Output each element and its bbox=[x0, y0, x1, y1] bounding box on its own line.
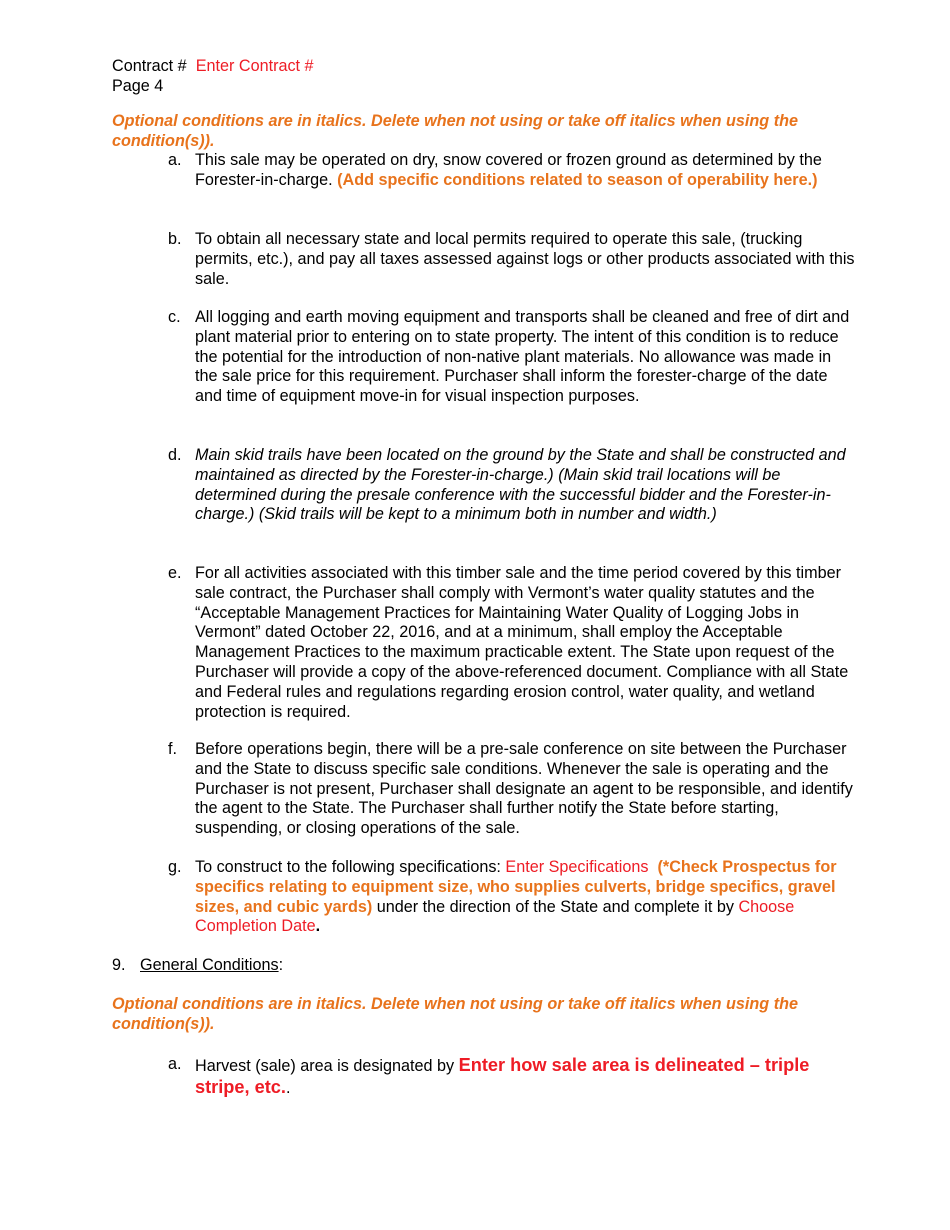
list-item bbox=[168, 564, 858, 722]
list-item bbox=[168, 1055, 858, 1099]
contract-line bbox=[112, 57, 314, 77]
item-text: To construct to the following specifications: bbox=[195, 858, 506, 876]
list-item bbox=[168, 446, 858, 525]
item-label: e. bbox=[168, 564, 182, 582]
contract-label: Contract # bbox=[112, 57, 187, 75]
item-text-cont: under the direction of the State and complete it by bbox=[372, 897, 739, 916]
item-label: b. bbox=[168, 230, 182, 248]
page-header bbox=[112, 57, 314, 97]
item-instruction: (Add specific conditions related to season of operability here.) bbox=[337, 170, 818, 189]
item-text: This sale may be operated on dry, snow covered or frozen ground as determined by the Forester-in-charge. bbox=[195, 151, 822, 189]
item-text: To obtain all necessary state and local permits required to operate this sale, (trucking permits, etc.), and pay all taxes assessed against logs or other products associated with this sale. bbox=[195, 230, 855, 288]
item-instruction: (*Check Prospectus for specifics relating to equipment size, who supplies culverts, bridge specifics, gravel sizes, and cubic yards) bbox=[195, 858, 837, 916]
completion-date-field[interactable]: Choose Completion Date bbox=[195, 897, 795, 936]
page-number: Page 4 bbox=[112, 76, 164, 95]
specifications-field[interactable]: Enter Specifications bbox=[505, 858, 649, 876]
item-label: a. bbox=[168, 151, 182, 169]
list-item bbox=[168, 858, 858, 937]
section-heading bbox=[112, 956, 283, 976]
item-text: All logging and earth moving equipment and transports shall be cleaned and free of dirt and plant material prior to entering on to state property. The intent of this condition is to reduce the potential for the introduction of non-native plant materials. No allowance was made in the sale price for this requirement. Purchaser shall inform the forester-charge of the date and time of equipment move-in for visual inspection purposes. bbox=[195, 308, 850, 406]
item-period: . bbox=[315, 917, 321, 936]
item-label: a. bbox=[168, 1055, 182, 1073]
sale-area-field[interactable]: Enter how sale area is delineated – triple stripe, etc. bbox=[195, 1055, 810, 1097]
list-item bbox=[168, 740, 858, 839]
optional-conditions-note: Optional conditions are in italics. Delete when not using or take off italics when using the condition(s)). bbox=[112, 112, 798, 150]
optional-conditions-note-2: Optional conditions are in italics. Delete when not using or take off italics when using the condition(s)). bbox=[112, 995, 798, 1033]
item-text: Main skid trails have been located on the ground by the State and shall be constructed and maintained as directed by the Forester-in-charge.) (Main skid trail locations will be determined during the presale conference with the successful bidder and the Forester-in-charge.) (Skid trails will be kept to a minimum both in number and width.) bbox=[195, 446, 846, 524]
item-text: Before operations begin, there will be a pre-sale conference on site between the Purchaser and the State to discuss specific sale conditions. Whenever the sale is operating and the Purchaser is not present, Purchaser shall designate an agent to be responsible, and identify the agent to the State. The Purchaser shall further notify the State before starting, suspending, or closing operations of the sale. bbox=[195, 740, 853, 838]
section-colon: : bbox=[278, 956, 284, 974]
list-item bbox=[168, 308, 858, 407]
item-label: g. bbox=[168, 858, 182, 876]
item-label: f. bbox=[168, 740, 177, 758]
item-label: c. bbox=[168, 308, 181, 326]
item-text: Harvest (sale) area is designated by bbox=[195, 1057, 459, 1075]
list-item bbox=[168, 151, 858, 191]
contract-number-field[interactable]: Enter Contract # bbox=[195, 57, 314, 75]
list-item bbox=[168, 230, 858, 289]
section-title: General Conditions bbox=[140, 956, 279, 974]
item-text: For all activities associated with this timber sale and the time period covered by this timber sale contract, the Purchaser shall comply with Vermont’s water quality statutes and the “Acceptable Management Practices for Maintaining Water Quality of Logging Jobs in Vermont” dated October 22, 2016, and at a minimum, shall employ the Acceptable Management Practices to the maximum practicable extent. The State upon request of the Purchaser will provide a copy of the above-referenced document. Compliance with all State and Federal rules and regulations regarding erosion control, water quality, and wetland protection is required. bbox=[195, 564, 849, 721]
item-label: d. bbox=[168, 446, 182, 464]
section-number: 9. bbox=[112, 956, 126, 974]
item-period: . bbox=[285, 1078, 291, 1097]
